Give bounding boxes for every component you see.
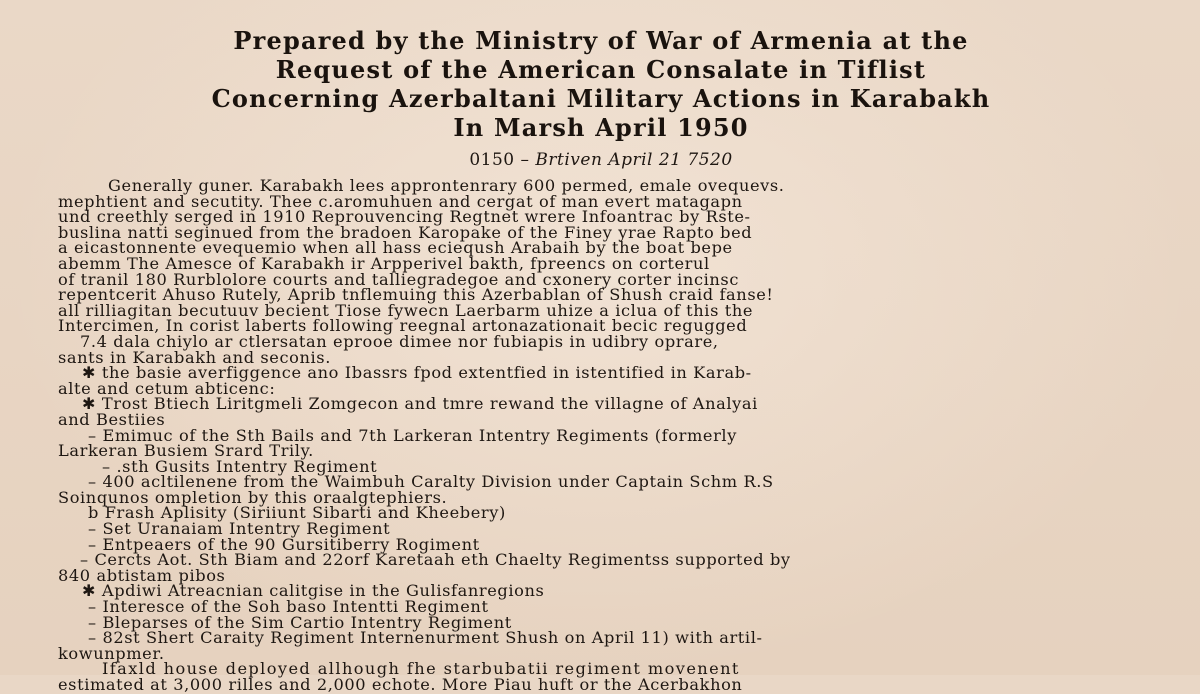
document-title (58, 26, 1144, 142)
body-line: abemm The Amesce of Karabakh ir Arpperivel bakth, fpreencs on corterul (58, 253, 710, 273)
dash-line: – Emimuc of the Sth Bails and 7th Larkeran Intentry Regiments (formerly (88, 425, 737, 445)
dateline (58, 148, 1144, 172)
body-line: repentcerit Ahuso Rutely, Aprib tnflemuing this Azerbablan of Shush craid fanse! (58, 285, 774, 305)
body-line: Intercimen, In corist laberts following reegnal artonazationait becic regugged (58, 316, 748, 336)
body-line: Ifaxld house deployed allhough fhe starbubatii regiment movenent (102, 659, 740, 679)
title-line-1: Prepared by the Ministry of War of Armenia at the (233, 26, 969, 55)
bullet-line: ✱ Apdiwi Atreacnian calitgise in the Gulisfanregions (82, 581, 545, 601)
dash-line: – Cercts Aot. Sth Biam and 22orf Karetaah eth Chaelty Regimentss supported by (80, 550, 791, 570)
dash-line: – 82st Shert Caraity Regiment Internenurment Shush on April 11) with artil- (88, 628, 763, 648)
body-line: all rilliagitan becutuuv becient Tiose fywecn Laerbarm uhize a iclua of this the (58, 300, 754, 320)
body-line: 7.4 dala chiylo ar ctlersatan eprooe dimee nor fubiapis in udibry oprare, (80, 331, 719, 351)
document-body (58, 178, 1144, 693)
bullet-line: ✱ the basie averfiggence ano Ibassrs fpod extentfied in istentified in Karab- (82, 363, 752, 383)
dateline-range: Brtiven April 21 7520 (535, 150, 733, 170)
body-line: alte and cetum abticenc: (58, 378, 276, 398)
body-line: 840 abtistam pibos (58, 565, 226, 585)
body-line: und creethly serged in 1910 Reprouvencing Regtnet wrere Infoantrac by Rste- (58, 207, 751, 227)
title-line-2: Request of the American Consalate in Tiflist (275, 55, 927, 84)
body-line: kowunpmer. (58, 643, 165, 663)
bullet-line: ✱ Trost Btiech Liritgmeli Zomgecon and tmre rewand the villagne of Analyai (82, 394, 758, 414)
body-line: mephtient and secutity. Thee c.aromuhuen and cergat of man evert matagapn (58, 191, 743, 211)
dash-line: – Entpeaers of the 90 Gursitiberry Rogiment (88, 534, 480, 554)
title-line-4: In Marsh April 1950 (453, 113, 749, 142)
dash-line: – Bleparses of the Sim Cartio Intentry Regiment (88, 612, 512, 632)
body-line: Soinqunos ompletion by this oraalgtephiers. (58, 487, 448, 507)
dash-line: – 400 acltilenene from the Waimbuh Caralty Division under Captain Schm R.S (88, 472, 774, 492)
list-line: b Frash Aplisity (Siriiunt Sibarti and Kheebery) (88, 503, 506, 523)
body-line: Larkeran Busiem Srard Trily. (58, 441, 314, 461)
dash-line: – Set Uranaiam Intentry Regiment (88, 519, 391, 539)
body-line: a eicastonnente evequemio when all hass ecieqush Arabaih by the boat bepe (58, 238, 733, 258)
dateline-code: 0150 – (469, 150, 530, 170)
body-line: sants in Karabakh and seconis. (58, 347, 331, 367)
dash-line: – .sth Gusits Intentry Regiment (102, 456, 378, 476)
body-line: buslina natti seginued from the bradoen Karopake of the Finey yrae Rapto bed (58, 222, 753, 242)
body-line: estimated at 3,000 rilles and 2,000 echote. More Piau huft or the Acerbakhon (58, 675, 743, 694)
body-line: and Bestiies (58, 409, 166, 429)
dash-line: – Interesce of the Soh baso Intentti Regiment (88, 597, 489, 617)
body-line: of tranil 180 Rurblolore courts and talliegradegoe and cxonery corter incinsc (58, 269, 739, 289)
body-line: Generally guner. Karabakh lees approntenrary 600 permed, emale ovequevs. (108, 176, 785, 195)
title-line-3: Concerning Azerbaltani Military Actions in Karabakh (211, 84, 991, 113)
